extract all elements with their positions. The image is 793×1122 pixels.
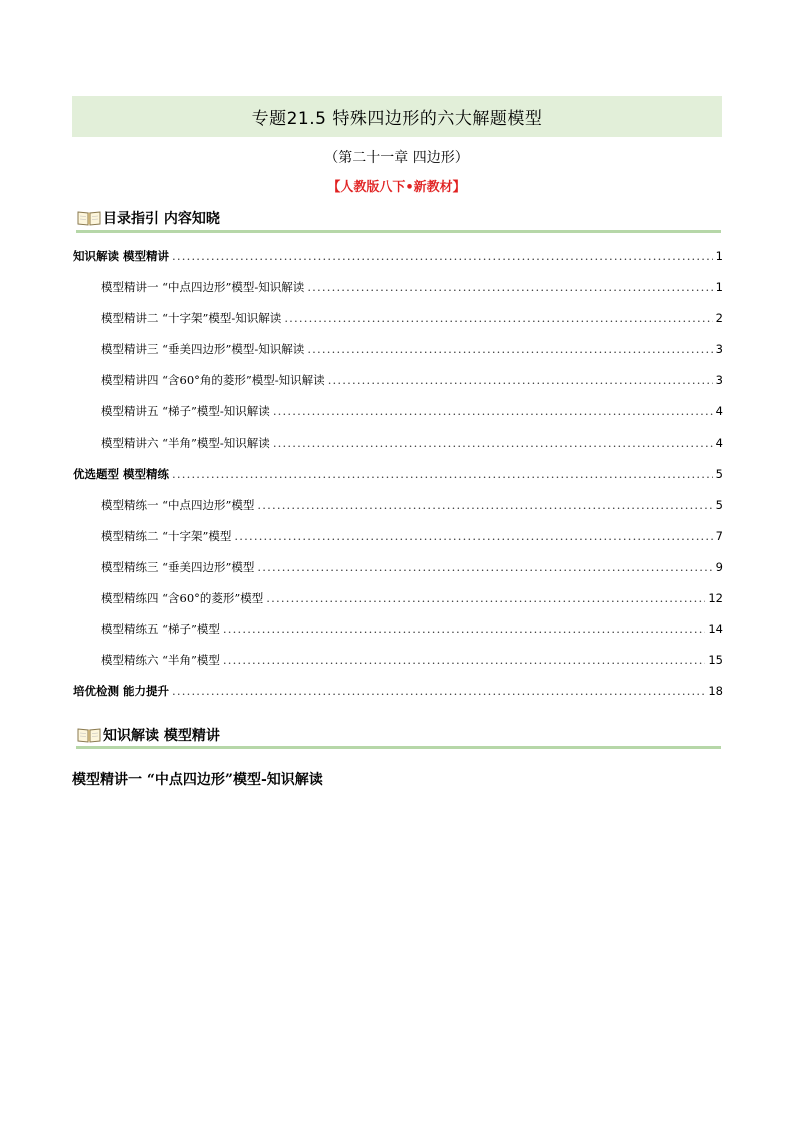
toc-entry-text: 培优检测 能力提升 bbox=[73, 684, 170, 699]
open-book-icon bbox=[77, 726, 101, 744]
knowledge-heading: 知识解读 模型精讲 bbox=[103, 728, 220, 744]
toc-page-number: 5 bbox=[715, 466, 723, 481]
open-book-icon bbox=[77, 209, 101, 227]
toc-entry[interactable] bbox=[73, 310, 723, 341]
toc-page-number: 1 bbox=[715, 280, 723, 295]
toc-page-number: 1 bbox=[715, 249, 723, 263]
toc-entry[interactable] bbox=[73, 466, 723, 497]
table-of-contents bbox=[73, 248, 723, 714]
section-divider bbox=[76, 746, 721, 749]
toc-leader bbox=[328, 373, 713, 387]
title-banner bbox=[72, 96, 722, 137]
toc-leader bbox=[172, 249, 713, 263]
toc-leader bbox=[257, 560, 712, 574]
toc-page-number: 14 bbox=[708, 622, 723, 637]
toc-entry[interactable] bbox=[73, 528, 723, 559]
toc-leader bbox=[284, 311, 712, 325]
toc-leader bbox=[223, 653, 705, 667]
toc-entry[interactable] bbox=[73, 683, 723, 714]
toc-page-number: 15 bbox=[708, 653, 723, 668]
toc-entry-text: 模型精练四 “含60°的菱形”模型 bbox=[101, 591, 264, 606]
toc-page-number: 9 bbox=[715, 559, 723, 574]
toc-leader bbox=[273, 404, 713, 418]
toc-section-header bbox=[77, 208, 220, 228]
subsection-title: 模型精讲一 “中点四边形”模型-知识解读 bbox=[72, 772, 323, 788]
toc-entry-text: 模型精讲二 “十字架”模型-知识解读 bbox=[101, 311, 282, 326]
toc-entry-text: 模型精练三 “垂美四边形”模型 bbox=[101, 559, 255, 574]
toc-entry-text: 模型精讲一 “中点四边形”模型-知识解读 bbox=[101, 280, 305, 295]
toc-page-number: 3 bbox=[715, 373, 723, 388]
knowledge-section-header bbox=[77, 725, 220, 745]
toc-page-number: 4 bbox=[715, 404, 723, 419]
toc-page-number: 12 bbox=[708, 591, 723, 606]
toc-entry[interactable] bbox=[73, 652, 723, 683]
toc-leader bbox=[307, 280, 712, 294]
chapter-subtitle: （第二十一章 四边形） bbox=[324, 150, 469, 166]
toc-entry[interactable] bbox=[73, 403, 723, 434]
toc-page-number: 7 bbox=[715, 528, 723, 543]
toc-page-number: 18 bbox=[708, 684, 723, 699]
toc-leader bbox=[273, 436, 713, 450]
toc-entry[interactable] bbox=[73, 279, 723, 310]
section-divider bbox=[76, 230, 721, 233]
toc-entry-text: 模型精练五 “梯子”模型 bbox=[101, 622, 220, 637]
toc-leader bbox=[223, 622, 705, 636]
toc-entry-text: 模型精讲三 “垂美四边形”模型-知识解读 bbox=[101, 342, 305, 357]
toc-entry-text: 模型精练二 “十字架”模型 bbox=[101, 528, 232, 543]
toc-leader bbox=[266, 591, 705, 605]
toc-entry[interactable] bbox=[73, 590, 723, 621]
toc-entry[interactable] bbox=[73, 341, 723, 372]
toc-entry-text: 模型精练六 “半角”模型 bbox=[101, 653, 220, 668]
toc-entry[interactable] bbox=[73, 372, 723, 403]
toc-page-number: 3 bbox=[715, 342, 723, 357]
toc-entry[interactable] bbox=[73, 248, 723, 279]
edition-label: 【人教版八下•新教材】 bbox=[327, 180, 466, 195]
toc-entry[interactable] bbox=[73, 497, 723, 528]
toc-entry-text: 模型精讲六 “半角”模型-知识解读 bbox=[101, 435, 270, 450]
toc-leader bbox=[172, 467, 713, 481]
toc-leader bbox=[307, 342, 712, 356]
toc-page-number: 4 bbox=[715, 435, 723, 450]
toc-heading: 目录指引 内容知晓 bbox=[103, 211, 220, 227]
toc-leader bbox=[257, 498, 712, 512]
toc-leader bbox=[172, 684, 705, 698]
toc-entry[interactable] bbox=[73, 621, 723, 652]
document-title: 专题21.5 特殊四边形的六大解题模型 bbox=[251, 109, 543, 129]
toc-entry[interactable] bbox=[73, 435, 723, 466]
toc-page-number: 2 bbox=[715, 311, 723, 326]
toc-entry[interactable] bbox=[73, 559, 723, 590]
toc-entry-text: 模型精讲四 “含60°角的菱形”模型-知识解读 bbox=[101, 373, 325, 388]
toc-leader bbox=[234, 529, 712, 543]
toc-page-number: 5 bbox=[715, 497, 723, 512]
toc-entry-text: 优选题型 模型精练 bbox=[73, 466, 170, 481]
toc-entry-text: 模型精讲五 “梯子”模型-知识解读 bbox=[101, 404, 270, 419]
toc-entry-text: 模型精练一 “中点四边形”模型 bbox=[101, 497, 255, 512]
toc-entry-text: 知识解读 模型精讲 bbox=[73, 249, 170, 263]
